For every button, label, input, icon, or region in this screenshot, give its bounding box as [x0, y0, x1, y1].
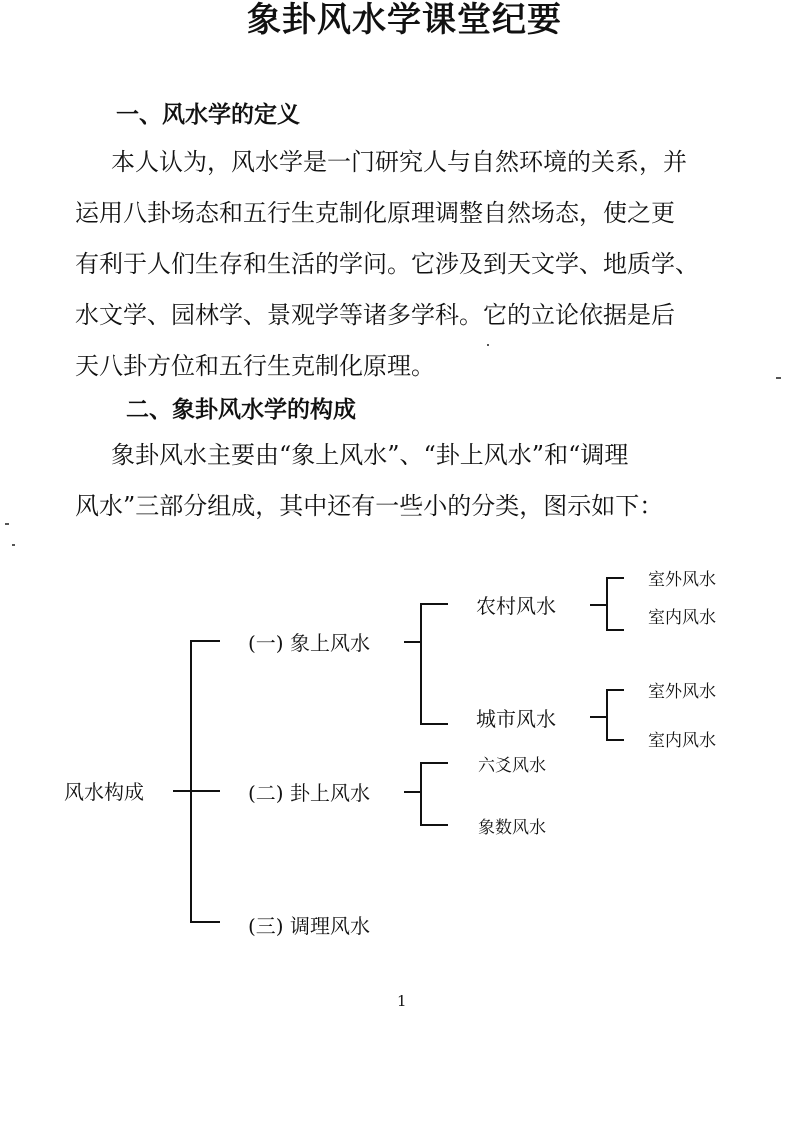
liuyao-fengshui-label: 六爻风水	[478, 756, 546, 776]
paragraph-line: 天八卦方位和五行生克制化原理。	[75, 352, 435, 380]
document-title: 象卦风水学课堂纪要	[247, 0, 562, 40]
connector-line	[606, 577, 608, 630]
connector-line	[606, 689, 608, 740]
scan-speck	[776, 377, 781, 379]
rural-fengshui-label: 农村风水	[476, 594, 556, 618]
page-number: 1	[397, 992, 407, 1010]
connector-line	[420, 603, 422, 724]
connector-line	[190, 921, 220, 923]
section-2-heading: 二、象卦风水学的构成	[126, 397, 356, 423]
rural-outdoor-label: 室外风水	[648, 570, 716, 590]
branch-2-label: (二) 卦上风水	[248, 781, 370, 805]
connector-line	[606, 739, 624, 741]
connector-line	[606, 629, 624, 631]
connector-line	[606, 689, 624, 691]
branch-1-label: (一) 象上风水	[248, 631, 370, 655]
connector-line	[190, 640, 192, 922]
urban-indoor-label: 室内风水	[648, 731, 716, 751]
connector-line	[190, 640, 220, 642]
connector-line	[420, 824, 448, 826]
paragraph-line: 水文学、园林学、景观学等诸多学科。它的立论依据是后	[75, 301, 675, 329]
connector-line	[420, 762, 422, 825]
connector-line	[190, 790, 220, 792]
diagram-root: 风水构成	[64, 780, 144, 804]
paragraph-line: 象卦风水主要由“象上风水”、“卦上风水”和“调理	[111, 441, 629, 469]
connector-line	[606, 577, 624, 579]
section-1-paragraph	[75, 137, 699, 392]
branch-3-label: (三) 调理风水	[248, 914, 370, 938]
paragraph-line: 运用八卦场态和五行生克制化原理调整自然场态，使之更	[75, 199, 675, 227]
urban-fengshui-label: 城市风水	[476, 707, 556, 731]
section-2-paragraph	[75, 430, 663, 532]
scan-speck	[487, 344, 489, 346]
paragraph-line: 本人认为，风水学是一门研究人与自然环境的关系，并	[111, 148, 687, 176]
connector-line	[420, 723, 448, 725]
section-1-heading: 一、风水学的定义	[116, 102, 300, 128]
paragraph-line: 风水”三部分组成，其中还有一些小的分类，图示如下：	[75, 492, 664, 520]
connector-line	[420, 762, 448, 764]
connector-line	[173, 790, 190, 792]
rural-indoor-label: 室内风水	[648, 608, 716, 628]
scan-speck	[12, 544, 15, 546]
urban-outdoor-label: 室外风水	[648, 682, 716, 702]
scan-speck	[5, 523, 9, 525]
xiangshu-fengshui-label: 象数风水	[478, 818, 546, 838]
paragraph-line: 有利于人们生存和生活的学问。它涉及到天文学、地质学、	[75, 250, 699, 278]
connector-line	[420, 603, 448, 605]
